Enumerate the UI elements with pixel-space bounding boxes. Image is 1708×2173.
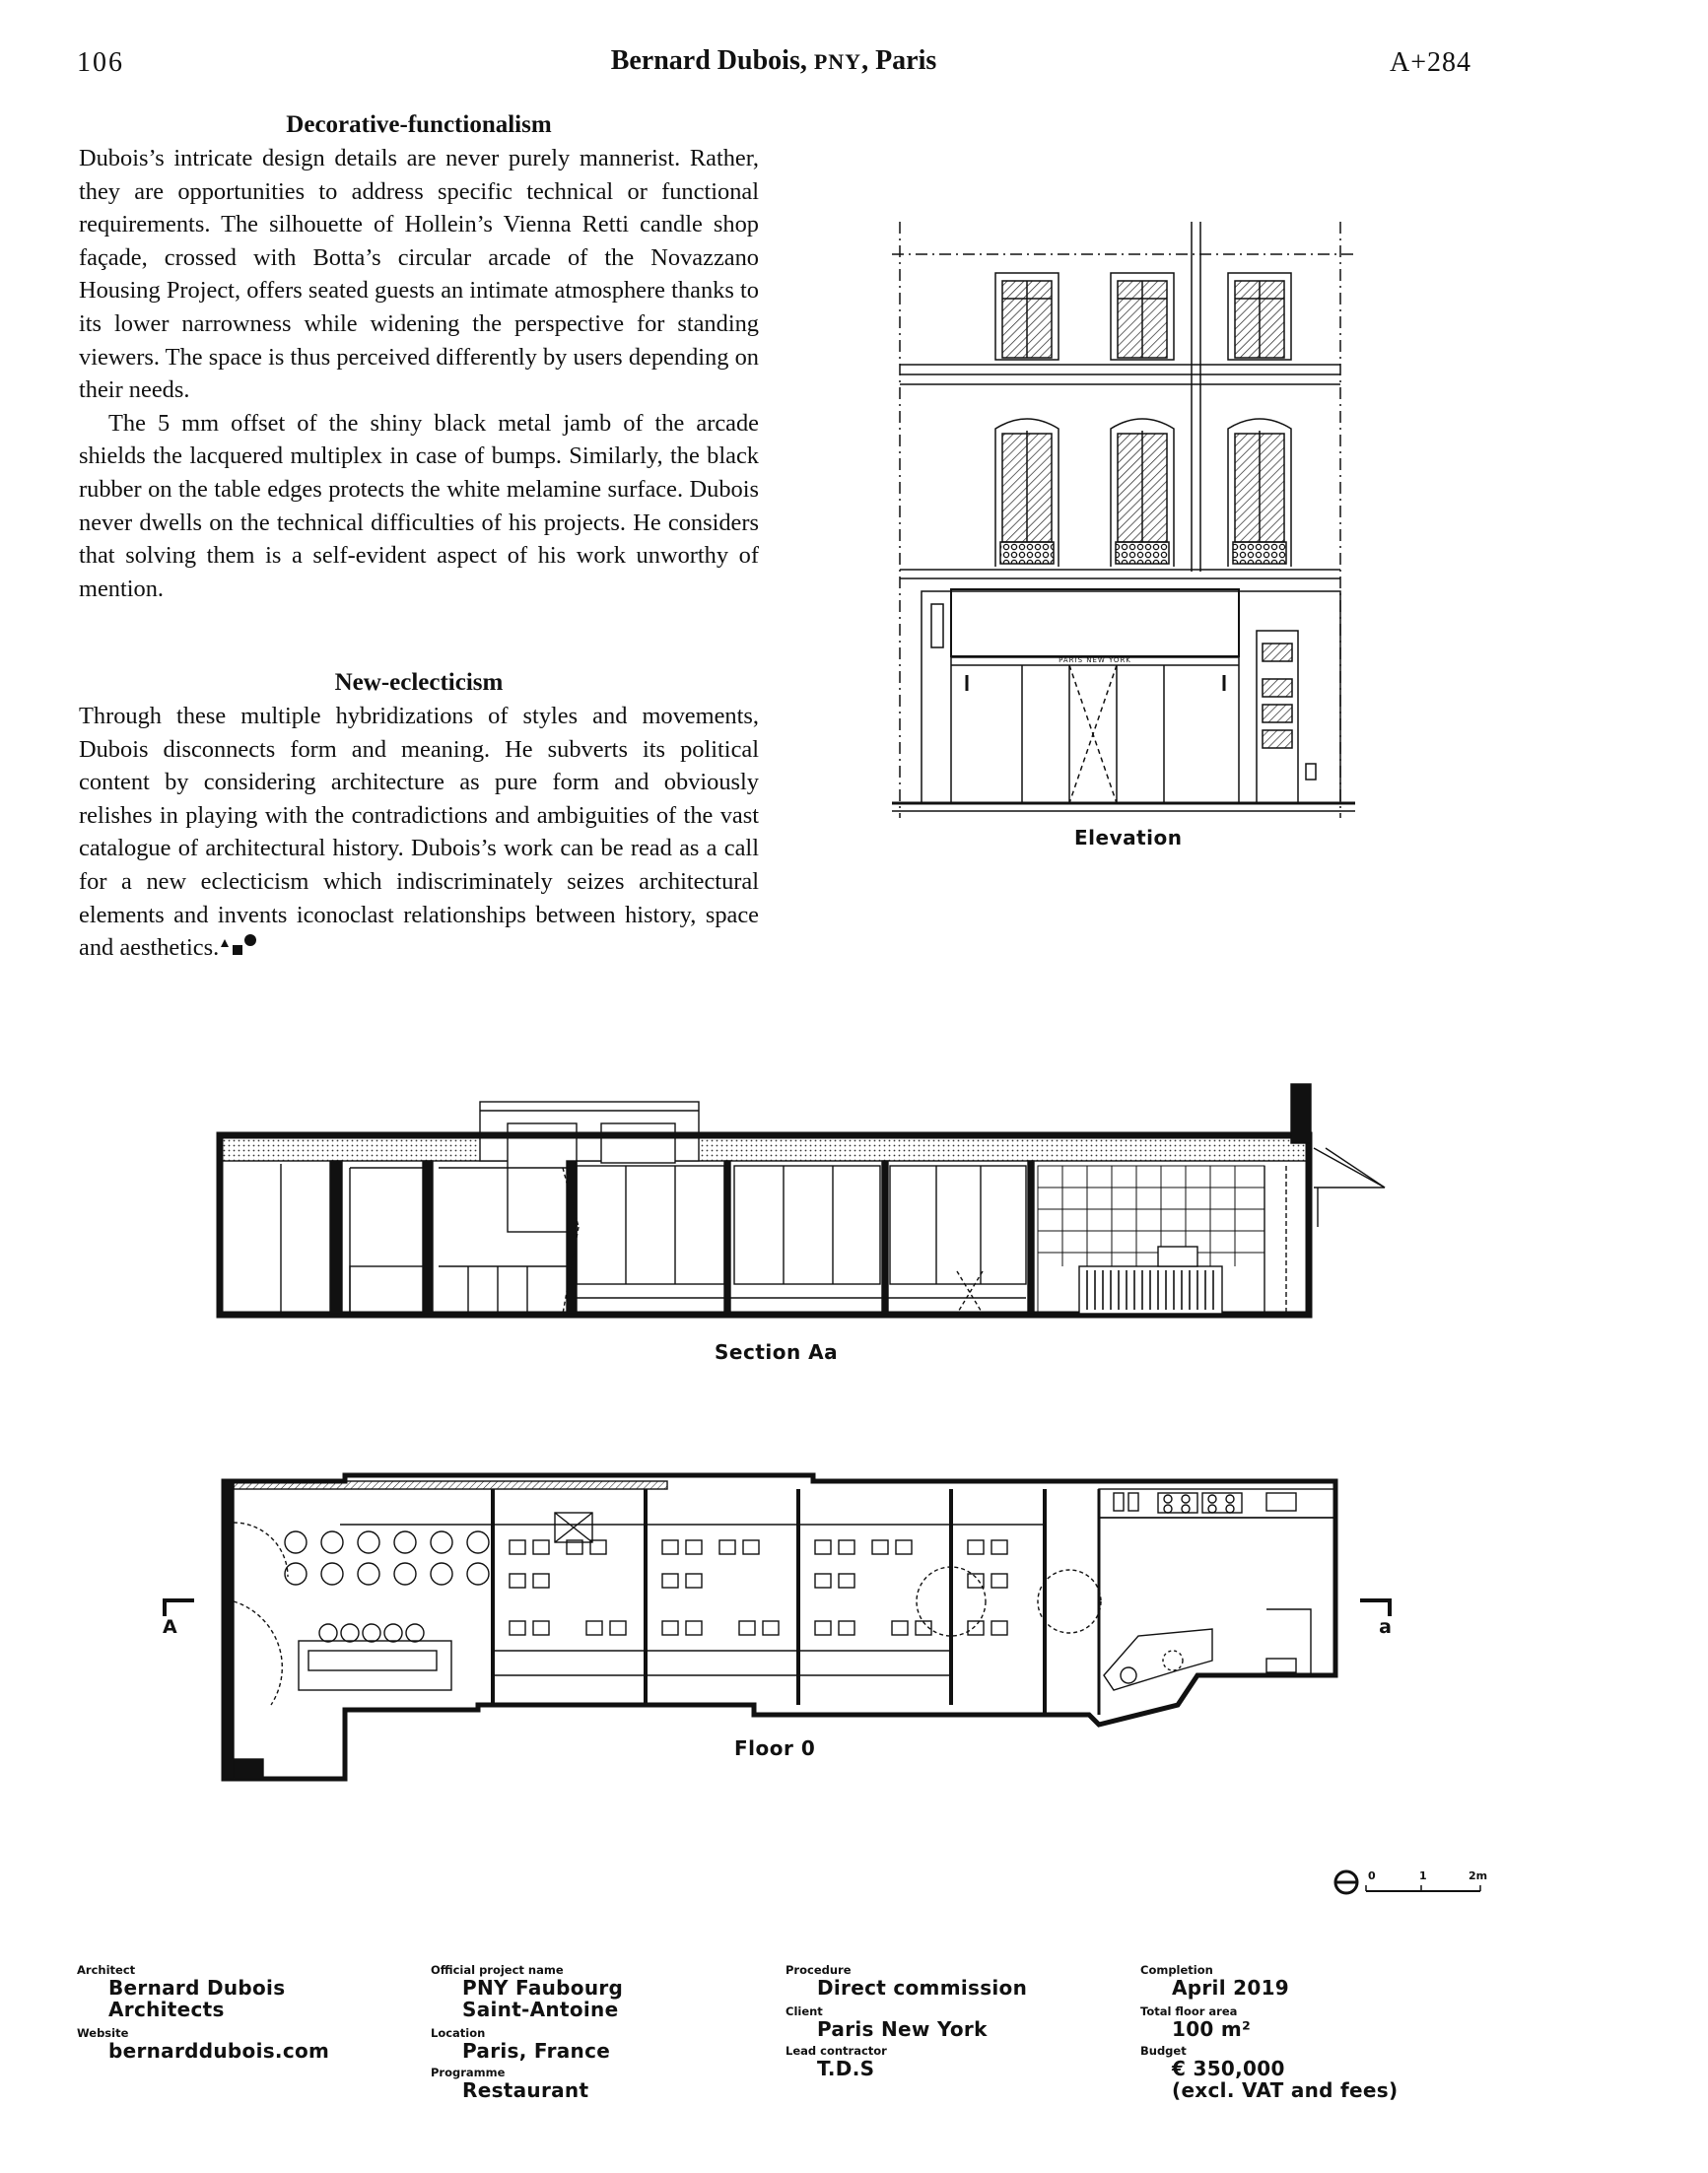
programme-label: Programme xyxy=(431,2066,506,2079)
scale-bar xyxy=(1332,1867,1490,1897)
section-mark-right-letter: a xyxy=(1379,1616,1392,1638)
lead-contractor-label: Lead contractor xyxy=(786,2044,887,2058)
end-mark-icon xyxy=(219,933,260,959)
credits-architect xyxy=(77,1963,392,2062)
floor-caption: Floor 0 xyxy=(734,1736,816,1760)
section-heading: New-eclecticism xyxy=(334,669,504,696)
scale-label-0: 0 xyxy=(1368,1869,1376,1882)
client-label: Client xyxy=(786,2004,823,2018)
website-value: bernarddubois.com xyxy=(108,2039,330,2063)
budget-value-line-1: € 350,000 xyxy=(1172,2057,1285,2080)
budget-label: Budget xyxy=(1140,2044,1187,2058)
paragraph: Through these multiple hybridizations of styles and movements, Dubois disconnects form and meaning. He subverts its political content by considering architecture as pure form and obviously relishes in playing with the contradictions and ambiguities of the vast catalogue of architectural history. Dubois’s work can be read as a call for a new eclecticism which indiscriminately seizes architectural elements and invents iconoclast relationships between history, space and aesthetics. xyxy=(79,703,759,962)
programme-value: Restaurant xyxy=(462,2078,589,2102)
completion-value: April 2019 xyxy=(1172,1976,1289,2000)
project-name-value-line-1: PNY Faubourg xyxy=(462,1976,624,2000)
section-caption: Section Aa xyxy=(715,1340,839,1364)
scale-label-1: 1 xyxy=(1419,1869,1427,1882)
paragraph-with-endmark xyxy=(79,700,759,965)
scale-label-2m: 2m xyxy=(1469,1869,1488,1882)
running-title-main: Bernard Dubois, xyxy=(610,45,814,76)
architect-label: Architect xyxy=(77,1963,136,1977)
credits-procedure xyxy=(786,1963,1111,2079)
section-mark-left-letter: A xyxy=(163,1616,177,1638)
credits-project xyxy=(431,1963,746,2101)
running-title-city: , Paris xyxy=(861,45,937,76)
running-title-project: PNY xyxy=(813,49,862,74)
floor-area-label: Total floor area xyxy=(1140,2004,1238,2018)
running-title xyxy=(0,45,1547,77)
completion-label: Completion xyxy=(1140,1963,1213,1977)
page-number: 106 xyxy=(77,47,124,78)
location-value: Paris, France xyxy=(462,2039,611,2063)
north-arrow-icon xyxy=(1332,1867,1366,1897)
section-drawing xyxy=(212,1069,1409,1325)
paragraph: Dubois’s intricate design details are never purely mannerist. Rather, they are opportunities to address specific technical or functional requirements. The silhouette of Hollein’s Vienna Retti candle shop façade, crossed with Botta’s circular arcade of the Novazzano Housing Project, offers seated guests an intimate atmosphere thanks to its lower narrowness while widening the perspective for standing viewers. The space is thus perceived differently by users depending on their needs. xyxy=(79,145,759,404)
project-name-value-line-2: Saint-Antoine xyxy=(462,1998,619,2021)
procedure-value: Direct commission xyxy=(817,1976,1028,2000)
client-value: Paris New York xyxy=(817,2017,988,2041)
paragraph: The 5 mm offset of the shiny black metal jamb of the arcade shields the lacquered multiplex in case of bumps. Similarly, the black rubber on the table edges protects the white melamine surface. Dubois never dwells on the technical difficulties of his projects. He considers that solving them is a self-evident aspect of his work unworthy of mention. xyxy=(79,409,759,602)
website-label: Website xyxy=(77,2026,129,2040)
section-mark-left xyxy=(163,1598,194,1638)
section-mark-right xyxy=(1360,1598,1392,1638)
floor-area-value: 100 m² xyxy=(1172,2017,1252,2041)
credits-completion xyxy=(1140,1963,1495,2101)
shop-sign-text: PARIS NEW YORK xyxy=(1059,656,1131,664)
article-section-decorative xyxy=(79,108,759,605)
elevation-caption: Elevation xyxy=(1074,826,1183,849)
architect-value-line-1: Bernard Dubois xyxy=(108,1976,286,2000)
architect-value-line-2: Architects xyxy=(108,1998,225,2021)
procedure-label: Procedure xyxy=(786,1963,852,1977)
lead-contractor-value: T.D.S xyxy=(817,2057,875,2080)
article-section-eclecticism xyxy=(79,666,759,965)
magazine-issue: A+284 xyxy=(1390,47,1472,78)
elevation-drawing xyxy=(892,212,1355,818)
location-label: Location xyxy=(431,2026,486,2040)
budget-value-line-2: (excl. VAT and fees) xyxy=(1172,2078,1399,2102)
project-name-label: Official project name xyxy=(431,1963,564,1977)
section-heading: Decorative-functionalism xyxy=(286,111,552,138)
